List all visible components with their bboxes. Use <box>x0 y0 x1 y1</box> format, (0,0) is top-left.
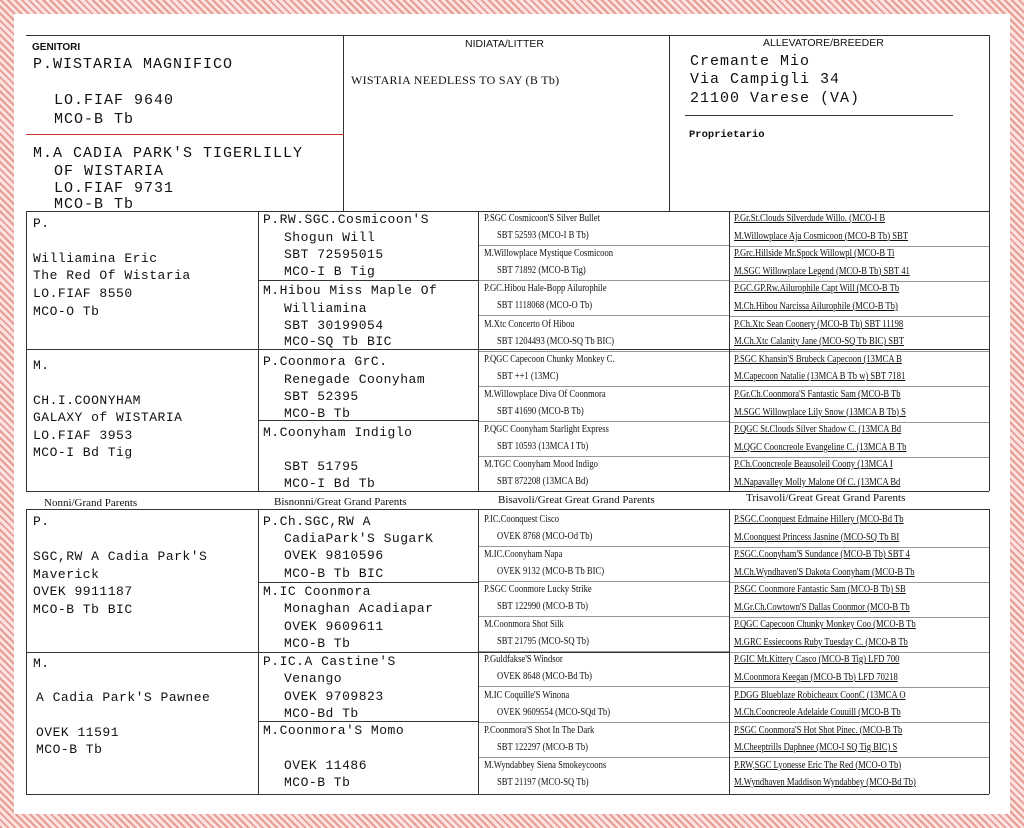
sire-gggp-name: P.SGC Cosmicoon'S Silver Bullet <box>484 212 600 224</box>
sire-ggp4-reg: SBT 51795 <box>284 459 359 474</box>
sire-gggp-rule <box>479 421 729 422</box>
dam-gggp-rule <box>479 616 729 617</box>
dam-ggp4-line1: M.Coonmora'S Momo <box>263 723 405 738</box>
sire-ggp2-reg: SBT 30199054 <box>284 318 384 333</box>
dam-gp1-line2: Maverick <box>33 567 100 582</box>
sire-ggggp-entry: M.Capecoon Natalie (13MCA B Tb w) SBT 7181 <box>734 370 906 383</box>
litter-label: NIDIATA/LITTER <box>465 38 544 50</box>
dam-ggggp-entry: P.SGC.Coonyham'S Sundance (MCO-B Tb) SBT 4 <box>734 548 910 561</box>
sire-ggggp-entry: P.Gr.St.Clouds Silverdude Willo. (MCO-I B <box>734 212 886 224</box>
dam-ggggp-entry: P.DGG Blueblaze Robicheaux CoonC (13MCA O <box>734 688 906 701</box>
dam-gggp-name: P.IC.Coonquest Cisco <box>484 513 560 525</box>
dam-gggp-name: M.Coonmora Shot Silk <box>484 618 564 631</box>
sire-gggp-reg: SBT ++1 (13MC) <box>497 369 559 382</box>
dam-gggp-reg: OVEK 9609554 (MCO-SQd Tb) <box>497 705 611 718</box>
dam-gggp-rule <box>479 722 729 723</box>
dam-ggggp-entry: P.QGC Capecoon Chunky Monkey Coo (MCO-B Tb <box>734 618 916 631</box>
dam-ggp2-line1: M.IC Coonmora <box>263 584 371 599</box>
dam-gggp-rule <box>479 546 729 547</box>
sire-ggggp-entry: P.GC.GP.Rw.Ailurophile Capt Will (MCO-B Tb <box>734 282 900 295</box>
sire-registration: LO.FIAF 9640 <box>54 92 175 109</box>
breeder-underline <box>685 115 953 116</box>
dam-ggp2-color: MCO-B Tb <box>284 636 351 651</box>
dam-gggp-name: M.Wyndabbey Siena Smokeycoons <box>484 758 607 771</box>
sire-ggggp-entry: P.SGC Khansin'S Brubeck Capecoon (13MCA B <box>734 352 902 365</box>
dam-ggggp-entry: P.SGC Coonmore Fantastic Sam (MCO-B Tb) SB <box>734 583 906 596</box>
dam-gggp-name: P.Guldfakse'S Windsor <box>484 653 563 666</box>
tree-left-edge <box>26 211 27 491</box>
breeder-name: Cremante Mio <box>690 53 811 70</box>
dam-gggp-reg: OVEK 8648 (MCO-Bd Tb) <box>497 670 592 683</box>
dam-color: MCO-B Tb <box>54 196 135 213</box>
header-divider-2 <box>669 35 670 211</box>
sire-ggggp-entry: M.SGC Willowplace Lily Snow (13MCA B Tb) S <box>734 405 906 418</box>
breeder-label: ALLEVATORE/BREEDER <box>763 37 884 49</box>
sire-ggggp-entry: M.Ch.Xtc Calanity Jane (MCO-SQ Tb BIC) SBT <box>734 335 905 348</box>
dam-gp2-reg: OVEK 11591 <box>36 725 120 740</box>
dam-gp2-color: MCO-B Tb <box>36 742 103 757</box>
sire-ggp3-line2: Renegade Coonyham <box>284 372 426 387</box>
sire-gp1-reg: LO.FIAF 8550 <box>33 286 133 301</box>
sire-ggggp-entry: P.Ch.Cooncreole Beausoleil Coony (13MCA I <box>734 458 893 471</box>
sire-gp1-line2: The Red Of Wistaria <box>33 268 191 283</box>
sire-ggp3-reg: SBT 52395 <box>284 389 359 404</box>
sire-gggp-reg: SBT 71892 (MCO-B Tig) <box>497 264 586 277</box>
dam-ggp3-line1: P.IC.A Castine'S <box>263 654 396 669</box>
breeder-city: 21100 Varese (VA) <box>690 90 861 107</box>
sire-ggggp-entry: M.Napavalley Molly Malone Of C. (13MCA Bd <box>734 476 901 488</box>
sire-ggp1-line2: Shogun Will <box>284 230 376 245</box>
sire-ggp2-line1: M.Hibou Miss Maple Of <box>263 283 438 298</box>
dam-ggp3-reg: OVEK 9709823 <box>284 689 384 704</box>
dam-gp1-reg: OVEK 9911187 <box>33 584 133 599</box>
sire-ggp3-line1: P.Coonmora GrC. <box>263 354 388 369</box>
sire-ggp3-color: MCO-B Tb <box>284 406 351 421</box>
sire-gggp-reg: SBT 10593 (13MCA I Tb) <box>497 440 589 453</box>
dam-ggggp-entry: P.SGC Coonmora'S Hot Shot Pinec. (MCO-B Tb <box>734 723 903 736</box>
dam-name-line2: OF WISTARIA <box>54 163 165 180</box>
dam-gp2-prefix: M. <box>33 656 50 671</box>
dam-ggggp-entry: M.Coonquest Princess Jasnine (MCO-SQ Tb BI <box>734 530 900 543</box>
col-divider-1 <box>258 211 259 491</box>
dam-gggp-name: P.SGC Coonmore Lucky Strike <box>484 583 592 596</box>
dam-name-line1: M.A CADIA PARK'S TIGERLILLY <box>33 145 304 162</box>
dam-gggp-reg: SBT 122990 (MCO-B Tb) <box>497 600 588 613</box>
dam-gggp-reg: SBT 21795 (MCO-SQ Tb) <box>497 635 589 648</box>
dam-ggp1-color: MCO-B Tb BIC <box>284 566 384 581</box>
dam-ggggp-entry: M.Wyndhaven Maddison Wyndabbey (MCO-Bd Tb) <box>734 776 916 789</box>
sire-ggp4-color: MCO-I Bd Tb <box>284 476 376 491</box>
dam-ggp2-line2: Monaghan Acadiapar <box>284 601 434 616</box>
sire-ggp-rule-1 <box>258 280 479 281</box>
sire-ggggp-entry: M.Ch.Hibou Narcissa Ailurophile (MCO-B Tb) <box>734 300 898 312</box>
owner-label: Proprietario <box>689 129 765 141</box>
sire-ggp4-line1: M.Coonyham Indiglo <box>263 425 413 440</box>
dam-ggp3-color: MCO-Bd Tb <box>284 706 359 721</box>
sire-gggp-name: P.QGC Coonyham Starlight Express <box>484 423 609 436</box>
sire-ggp1-reg: SBT 72595015 <box>284 247 384 262</box>
sire-ggp1-color: MCO-I B Tig <box>284 264 376 279</box>
sire-gp1-color: MCO-O Tb <box>33 304 100 319</box>
dam-gp1-line1: SGC,RW A Cadia Park'S <box>33 549 208 564</box>
sire-gp2-reg: LO.FIAF 3953 <box>33 428 133 443</box>
dam-top-rule <box>26 509 989 510</box>
sire-ggggp-entry: P.Gr.Ch.Coonmora'S Fantastic Sam (MCO-B Tb <box>734 388 901 400</box>
label-grand-parents: Nonni/Grand Parents <box>44 497 138 509</box>
sire-ggp2-color: MCO-SQ Tb BIC <box>284 334 392 349</box>
sire-gggp-reg: SBT 872208 (13MCA Bd) <box>497 475 589 488</box>
sire-gggp-name: M.TGC Coonyham Mood Indigo <box>484 458 598 471</box>
litter-name: WISTARIA NEEDLESS TO SAY (B Tb) <box>351 73 560 87</box>
sire-gp2-line1: CH.I.COONYHAM <box>33 393 141 408</box>
sire-gggp-rule <box>479 315 729 316</box>
dam-ggggp-entry: M.Coonmora Keegan (MCO-B Tb) LFD 70218 <box>734 670 898 683</box>
dam-bottom-rule <box>26 794 989 795</box>
sire-ggggp-entry: P.Ch.Xtc Sean Coonery (MCO-B Tb) SBT 11198 <box>734 317 904 330</box>
dam-ggggp-entry: M.Ch.Cooncreole Adelaide Couuill (MCO-B Tb <box>734 706 901 719</box>
dam-ggp-rule-1 <box>258 582 479 583</box>
label-great-great-grand-parents: Bisavoli/Great Great Grand Parents <box>498 494 655 506</box>
dam-ggp-rule-2 <box>258 721 479 722</box>
sire-gp1-line1: Williamina Eric <box>33 251 158 266</box>
header-top-rule <box>26 35 989 36</box>
dam-ggp1-reg: OVEK 9810596 <box>284 548 384 563</box>
dam-ggp1-line2: CadiaPark'S SugarK <box>284 531 434 546</box>
sire-gggp-name: M.Willowplace Mystique Cosmicoon <box>484 247 614 260</box>
dam-ggggp-entry: M.Cheeptrills Daphnee (MCO-I SQ Tig BIC) S <box>734 741 898 754</box>
sire-gggp-rule <box>479 245 729 246</box>
dam-ggggp-entry: P.GIC Mt.Kittery Casco (MCO-B Tig) LFD 700 <box>734 653 900 666</box>
sire-gggp-name: M.Xtc Concerto Of Hibou <box>484 317 575 330</box>
dam-gggp-name: P.Coonmora'S Shot In The Dark <box>484 723 595 736</box>
dam-registration: LO.FIAF 9731 <box>54 180 175 197</box>
dam-ggp1-line1: P.Ch.SGC,RW A <box>263 514 371 529</box>
sire-gggp-rule <box>479 386 729 387</box>
dam-gggp-rule <box>479 581 729 582</box>
sire-gp1-prefix: P. <box>33 216 50 231</box>
dam-gggp-reg: SBT 21197 (MCO-SQ Tb) <box>497 775 589 788</box>
sire-gggp-name: M.Willowplace Diva Of Coonmora <box>484 388 606 400</box>
sire-color: MCO-B Tb <box>54 111 135 128</box>
sire-name: P.WISTARIA MAGNIFICO <box>33 56 234 73</box>
dam-gp1-prefix: P. <box>33 514 50 529</box>
header-divider-1 <box>343 35 344 211</box>
dam-gp1-color: MCO-B Tb BIC <box>33 602 133 617</box>
dam-gggp-rule <box>479 651 729 652</box>
sire-ggp2-line2: Williamina <box>284 301 368 316</box>
label-great-great-great-grand-parents: Trisavoli/Great Great Grand Parents <box>746 492 906 504</box>
genitori-label: GENITORI <box>32 42 81 53</box>
sire-ggp1-line1: P.RW.SGC.Cosmicoon'S <box>263 212 430 227</box>
dam-ggp2-reg: OVEK 9609611 <box>284 619 384 634</box>
parents-divider <box>26 134 344 135</box>
sire-gggp-rule <box>479 456 729 457</box>
sire-gggp-reg: SBT 1118068 (MCO-O Tb) <box>497 299 593 312</box>
dam-gp2-line1: A Cadia Park'S Pawnee <box>36 690 211 705</box>
sire-ggggp-entry: P.Grc.Hillside Mr.Spock Willowpl (MCO-B Ti <box>734 247 895 260</box>
label-great-grand-parents: Bisnonni/Great Grand Parents <box>274 496 407 508</box>
sire-gggp-reg: SBT 41690 (MCO-B Tb) <box>497 405 584 417</box>
sire-ggggp-entry: M.SGC Willowplace Legend (MCO-B Tb) SBT 41 <box>734 264 910 277</box>
breeder-street: Via Campigli 34 <box>690 71 841 88</box>
sire-ggggp-entry: M.Willowplace Aja Cosmicoon (MCO-B Tb) SBT <box>734 229 908 242</box>
dam-gggp-rule <box>479 686 729 687</box>
dam-ggggp-entry: M.Gr.Ch.Cowtown'S Dallas Coonmor (MCO-B Tb <box>734 600 910 613</box>
dam-gggp-rule <box>479 757 729 758</box>
sire-gggp-rule <box>479 280 729 281</box>
dam-ggggp-entry: M.Ch.Wyndhaven'S Dakota Coonyham (MCO-B Tb <box>734 565 915 578</box>
dam-ggp3-line2: Venango <box>284 671 343 686</box>
dam-gggp-reg: OVEK 8768 (MCO-Od Tb) <box>497 530 593 542</box>
sire-gp2-color: MCO-I Bd Tig <box>33 445 133 460</box>
dam-ggp4-reg: OVEK 11486 <box>284 758 368 773</box>
dam-gggp-reg: OVEK 9132 (MCO-B Tb BIC) <box>497 565 605 578</box>
dam-ggggp-entry: P.SGC.Coonquest Edmaine Hillery (MCO-Bd Tb <box>734 513 904 525</box>
sire-gggp-name: P.QGC Capecoon Chunky Monkey C. <box>484 352 615 365</box>
sire-ggggp-entry: P.QGC St.Clouds Silver Shadow C. (13MCA Bd <box>734 423 902 436</box>
dam-ggggp-entry: P.RW,SGC Lyonesse Eric The Red (MCO-O Tb) <box>734 758 902 771</box>
dam-gggp-reg: SBT 122297 (MCO-B Tb) <box>497 740 588 753</box>
sire-gggp-reg: SBT 1204493 (MCO-SQ Tb BIC) <box>497 334 614 347</box>
dam-gggp-name: M.IC Coquille'S Winona <box>484 688 570 701</box>
sire-gggp-reg: SBT 52593 (MCO-I B Tb) <box>497 229 589 241</box>
dam-right-edge <box>989 509 990 794</box>
dam-ggp4-color: MCO-B Tb <box>284 775 351 790</box>
tree-right-edge <box>989 35 990 491</box>
dam-ggggp-entry: M.GRC Essiecoons Ruby Tuesday C. (MCO-B Tb <box>734 635 908 648</box>
sire-gp2-line2: GALAXY of WISTARIA <box>33 410 183 425</box>
sire-gggp-name: P.GC.Hibou Hale-Bopp Ailurophile <box>484 282 607 295</box>
dam-gggp-name: M.IC.Coonyham Napa <box>484 548 563 561</box>
sire-gp2-prefix: M. <box>33 358 50 373</box>
sire-ggggp-entry: M.QGC Cooncreole Evangeline C. (13MCA B Tb <box>734 440 907 453</box>
sire-gggp-rule <box>479 351 729 352</box>
